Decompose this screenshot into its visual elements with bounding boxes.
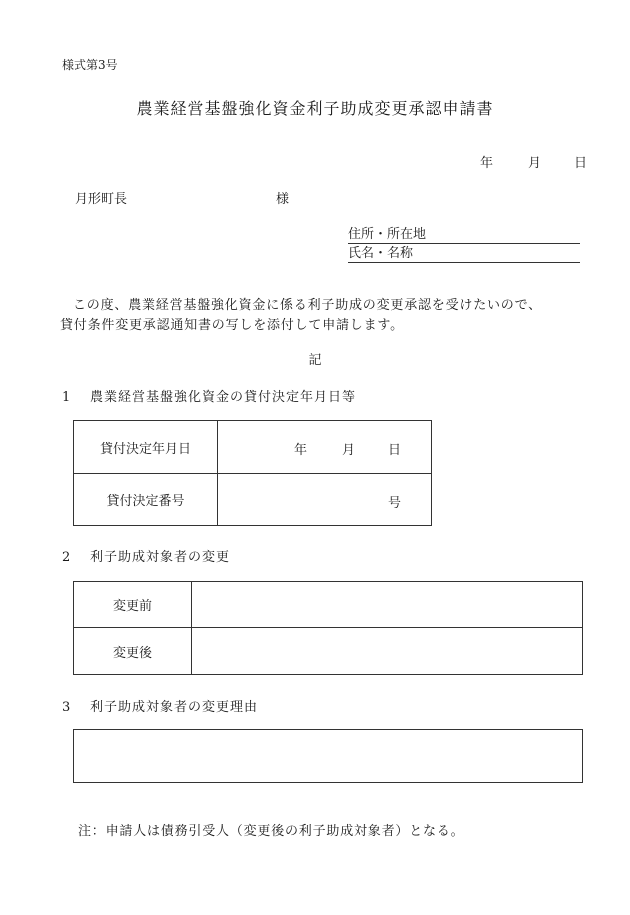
loan-month-label: 月 (342, 443, 356, 458)
table-row (74, 628, 583, 675)
section-1-title: 農業経営基盤強化資金の貸付決定年月日等 (90, 390, 357, 405)
date-year-label: 年 (480, 156, 494, 171)
applicant-name-field[interactable] (348, 242, 580, 263)
loan-day-label: 日 (388, 443, 402, 458)
section-1-heading (62, 386, 356, 405)
table-row (74, 421, 432, 474)
loan-number-field[interactable] (218, 474, 432, 526)
change-reason-field[interactable] (73, 729, 583, 783)
before-change-field[interactable] (192, 582, 583, 628)
loan-year-label: 年 (294, 443, 308, 458)
footnote: 注：申請人は債務引受人（変更後の利子助成対象者）となる。 (78, 824, 465, 839)
addressee-name: 月形町長 (75, 192, 128, 207)
applicant-address-field[interactable] (348, 223, 580, 244)
date-day-label: 日 (574, 156, 588, 171)
after-change-label: 変更後 (74, 628, 192, 675)
applicant-name-label: 氏名・名称 (348, 246, 414, 261)
form-number: 様式第3号 (62, 58, 118, 72)
loan-decision-table (73, 420, 432, 526)
addressee-honorific: 様 (276, 192, 290, 207)
after-change-field[interactable] (192, 628, 583, 675)
table-row (74, 474, 432, 526)
applicant-address-label: 住所・所在地 (348, 227, 427, 242)
table-row (74, 582, 583, 628)
beneficiary-change-table (73, 581, 583, 675)
statement-line-1: この度、農業経営基盤強化資金に係る利子助成の変更承認を受けたいので、 (73, 298, 542, 313)
section-3-title: 利子助成対象者の変更理由 (90, 700, 259, 715)
document-title: 農業経営基盤強化資金利子助成変更承認申請書 (136, 99, 494, 118)
loan-number-label: 貸付決定番号 (74, 474, 218, 526)
section-2-heading (62, 546, 230, 565)
application-statement (60, 296, 600, 336)
loan-date-label: 貸付決定年月日 (74, 421, 218, 474)
section-3-heading (62, 696, 258, 715)
before-change-label: 変更前 (74, 582, 192, 628)
date-month-label: 月 (528, 156, 542, 171)
section-1-number: 1 (62, 390, 72, 405)
ki-heading: 記 (308, 353, 322, 368)
section-2-title: 利子助成対象者の変更 (90, 550, 231, 565)
section-3-number: 3 (62, 700, 72, 715)
section-2-number: 2 (62, 550, 72, 565)
loan-number-suffix: 号 (388, 496, 402, 511)
statement-line-2: 貸付条件変更承認通知書の写しを添付して申請します。 (60, 318, 404, 333)
loan-date-field[interactable] (218, 421, 432, 474)
